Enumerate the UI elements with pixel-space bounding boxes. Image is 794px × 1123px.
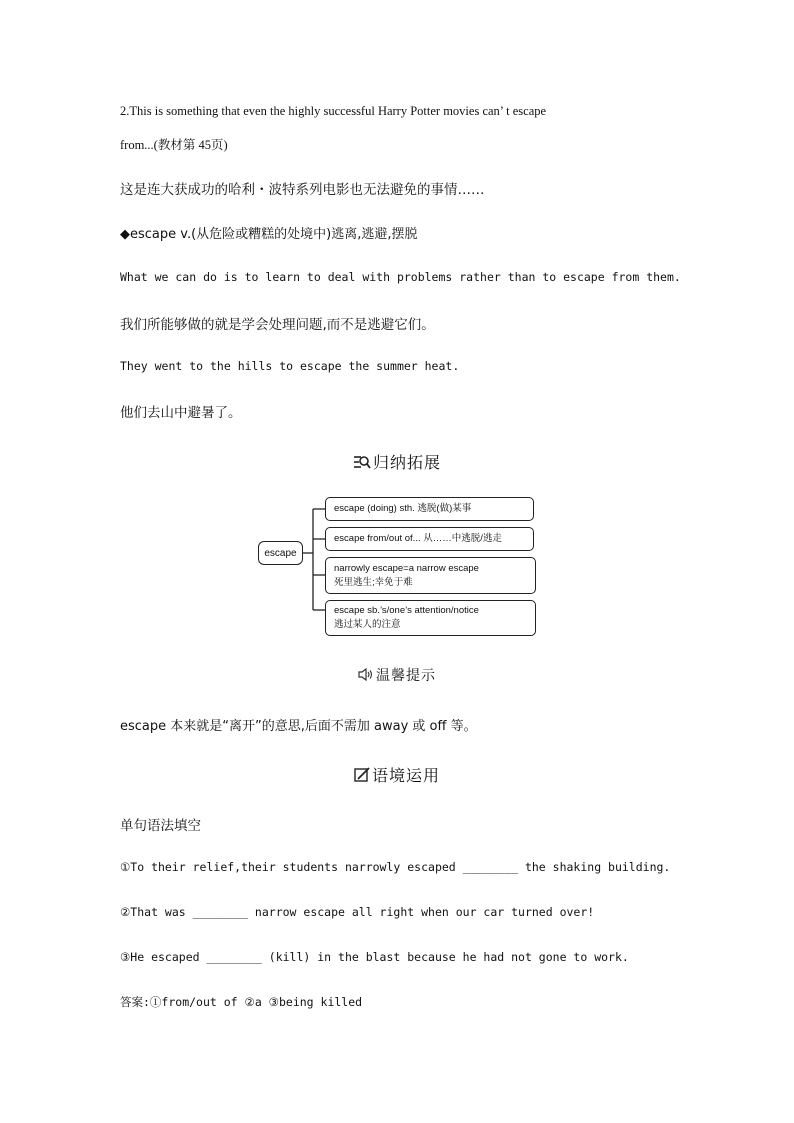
diagram-branch-4-line-1: escape sb.’s/one’s attention/notice bbox=[334, 605, 479, 616]
question-3: ③He escaped ________ (kill) in the blast because he had not gone to work. bbox=[120, 950, 629, 964]
example-2-translation: 他们去山中避暑了。 bbox=[120, 405, 242, 421]
sentence-2-line-1: 2.This is something that even the highly successful Harry Potter movies can’ t escape bbox=[120, 104, 547, 118]
tips-heading bbox=[0, 665, 794, 685]
example-1: What we can do is to learn to deal with problems rather than to escape from them. bbox=[120, 270, 681, 284]
diagram-branch-4-line-2: 逃过某人的注意 bbox=[334, 619, 401, 630]
summary-heading-text: 归纳拓展 bbox=[372, 453, 441, 472]
example-2: They went to the hills to escape the summer heat. bbox=[120, 359, 460, 373]
speaker-icon bbox=[358, 668, 374, 681]
tips-heading-text: 温馨提示 bbox=[376, 668, 436, 684]
definition: ◆escape v.(从危险或糟糕的处境中)逃离,逃避,摆脱 bbox=[120, 227, 418, 242]
diagram-branch-4 bbox=[325, 600, 536, 636]
diagram-branch-2 bbox=[325, 527, 534, 551]
pencil-icon bbox=[354, 767, 370, 783]
diagram-branch-1-text: escape (doing) sth. 逃脱(做)某事 bbox=[334, 503, 472, 514]
diagram-branch-3-line-1: narrowly escape=a narrow escape bbox=[334, 562, 479, 574]
exercise-title: 单句语法填空 bbox=[120, 818, 201, 834]
diagram-branch-1 bbox=[325, 497, 534, 521]
sentence-2-translation: 这是连大获成功的哈利・波特系列电影也无法避免的事情…… bbox=[120, 182, 485, 198]
diagram-branch-3 bbox=[325, 557, 536, 594]
question-1: ①To their relief,their students narrowly escaped ________ the shaking building. bbox=[120, 860, 671, 874]
example-1-translation: 我们所能够做的就是学会处理问题,而不是逃避它们。 bbox=[120, 317, 435, 333]
diagram-root: escape bbox=[258, 541, 303, 565]
practice-heading bbox=[0, 763, 794, 786]
diagram-branch-2-text: escape from/out of... 从……中逃脱/逃走 bbox=[334, 533, 502, 544]
sentence-2-line-2: from...(教材第 45页) bbox=[120, 138, 228, 152]
diagram-branch-3-line-2: 死里逃生;幸免于难 bbox=[334, 576, 413, 588]
magnifier-icon bbox=[353, 454, 371, 470]
tips-text: escape 本来就是“离开”的意思,后面不需加 away 或 off 等。 bbox=[120, 719, 477, 734]
practice-heading-text: 语境运用 bbox=[371, 766, 440, 785]
question-2: ②That was ________ narrow escape all right when our car turned over! bbox=[120, 905, 595, 919]
answer-line: 答案:①from/out of ②a ③being killed bbox=[120, 995, 363, 1009]
summary-heading bbox=[0, 450, 794, 473]
